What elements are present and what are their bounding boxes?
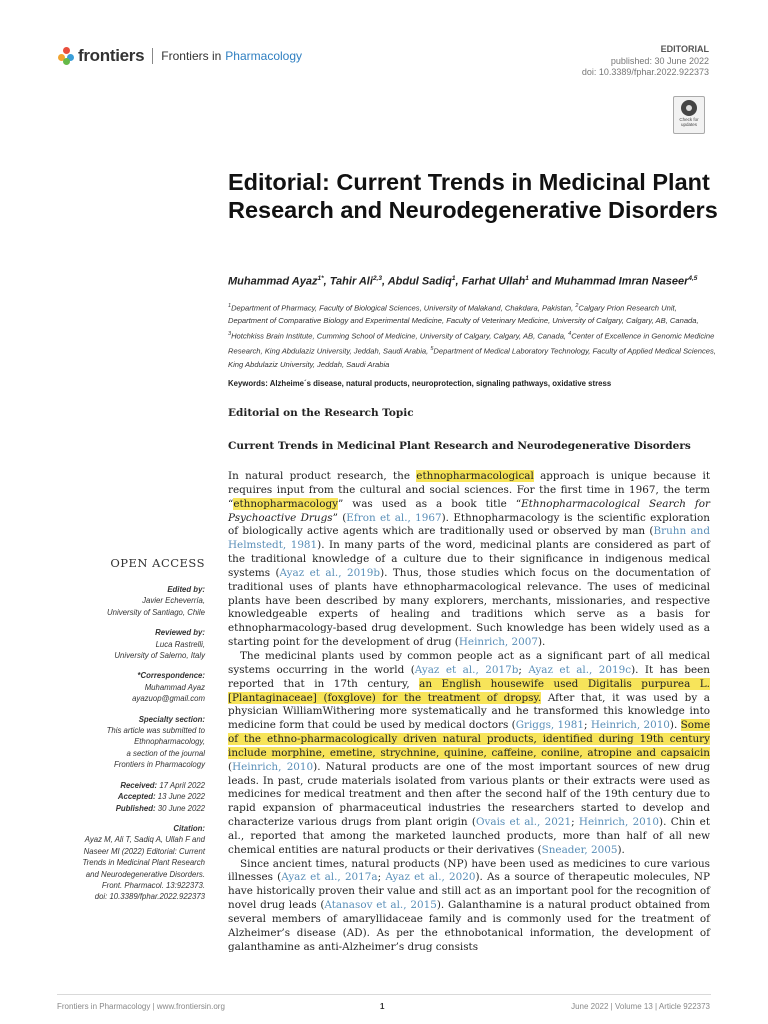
reviewed-by-line: Luca Rastrelli, [155,639,205,649]
published-date: published: 30 June 2022 [610,56,709,66]
citation-link[interactable]: Ovais et al., 2021 [476,816,572,829]
author-name[interactable]: Tahir Ali [329,275,373,288]
body-text: ( [228,760,233,773]
published-label: Published: [115,803,156,813]
specialty-line: Frontiers in Pharmacology [113,760,205,770]
correspondence-label: *Correspondence: [137,671,205,681]
article-type: EDITORIAL [660,44,709,54]
logo-dot [63,47,70,54]
body-paragraph [228,858,710,955]
body-text: The medicinal plants used by common people act as a significant part of all medical systems occurring in the world ( [228,649,710,676]
affiliation-number: 1 [228,303,232,309]
body-text: ). In many parts of the word, medicinal plants are considered as part of the traditional knowledge of a culture due to their significance in indigenous medical systems ( [228,539,711,579]
body-text: ). [669,719,681,732]
correspondence-email[interactable]: ayazuop@gmail.com [132,694,205,704]
received-value: 17 April 2022 [159,780,205,790]
affiliations [228,300,718,372]
affiliation-text: Center of Excellence in Genomic Medicine Research, King Abdulaziz University, Jeddah, Saudi Arabia, [228,331,715,356]
received-label: Received: [120,780,158,790]
body-text: ; [518,663,529,676]
highlighted-text: ethnopharmacology [233,497,339,510]
body-text: ” was used as a book title “ [338,497,522,510]
citation-line: doi: 10.3389/fphar.2022.922373 [94,892,205,902]
affiliation-text: Department of Pharmacy, Faculty of Biological Sciences, University of Malakand, Chakdara, Pakistan, [231,303,576,313]
author-affiliation-mark: 1* [317,275,324,282]
specialty-section [57,714,205,771]
footer-journal[interactable]: Frontiers in Pharmacology | www.frontiersin.org [57,1002,225,1011]
affiliation-text: Hotchkiss Brain Institute, Cumming School of Medicine, University of Calgary, Calgary, AB, Canada, [231,331,569,341]
citation-line: Trends in Medicinal Plant Research [82,858,205,868]
citation-link[interactable]: Heinrich, 2007 [458,636,538,649]
accepted-date [57,791,205,802]
body-text: Since ancient times, natural products (NP) have been used as medicines to cure various illnesses ( [228,857,710,884]
citation-line: Front. Pharmacol. 13:922373. [101,880,205,890]
page-number: 1 [380,1002,385,1011]
author-name[interactable]: Farhat Ullah [461,275,526,288]
affiliation-number: 3 [228,331,232,338]
check-updates-icon [681,100,697,116]
citation-line: and Neurodegenerative Disorders. [85,869,205,879]
affiliation-number: 5 [430,346,434,353]
author-affiliation-mark: 2,3 [372,275,382,282]
brand-name: frontiers [78,46,145,65]
body-text: ). Chin et al., reported that among the marketed launched products, more than half of all new chemical entities are natural products or their derivatives ( [228,816,710,856]
edited-by-line: University of Santiago, Chile [107,607,205,617]
citation-section [57,823,205,903]
body-paragraph [228,650,710,858]
edited-by-label: Edited by: [167,585,205,594]
affiliation-text: Department of Medical Laboratory Technology, Faculty of Applied Medical Sciences, King Abdulaziz University, Jeddah, Saudi Arabia [228,346,716,369]
citation-line: Ayaz M, Ali T, Sadiq A, Ullah F and [84,835,205,845]
author-name[interactable]: Muhammad Ayaz [228,275,318,288]
edited-by-section [57,584,205,618]
author-affiliation-mark: 1 [451,275,456,282]
received-date [57,780,205,791]
accepted-value: 13 June 2022 [157,792,205,802]
body-text: ). Natural products are one of the most important sources of new drug leads. In past, crude materials isolated from various plants or their extracts were used as medicines for medical treatment and then after the second half of the 19th century due to rapid expansion of pharmaceutical industries the researchers started to develop and characterize various drugs from plant origin ( [228,760,711,829]
author-list: Muhammad Ayaz$^{1*}$, Tahir Ali$^{2,3}$, Abdul Sadiq$^1$, Farhat Ullah$^1$ and Muhammad Imran Naseer$^{4,5}$ [228,275,698,288]
journal-header [58,44,302,68]
highlighted-text: ethnopharmacological [416,470,534,482]
body-text: In natural product research, the [228,470,417,482]
specialty-line: a section of the journal [126,748,205,758]
check-badge-label: Check for updates [679,117,699,127]
published-date-sidebar [57,803,205,814]
body-text: ). As a source of therapeutic molecules, NP have historically proven their value and still act as an important pool for the recognition of novel drug leads ( [228,871,710,912]
affiliation-text: Calgary Prion Research Unit, Department of Comparative Biology and Experimental Medicine, Faculty of Veterinary Medicine, University of Calgary, Calgary, AB, Canada, [228,303,699,326]
citation-link[interactable]: Sneader, 2005 [541,843,618,856]
correspondence-name: Muhammad Ayaz [144,682,205,692]
citation-link[interactable]: Efron et al., 1967 [346,511,442,524]
body-text: ). It has been reported that in 17th century, [228,663,710,690]
citation-link[interactable]: Ayaz et al., 2017a [281,871,378,884]
body-text: ). Ethnopharmacology is the scientific exploration of biologically active agents which are traditionally used or observed by man ( [228,511,710,538]
author-name[interactable]: Muhammad Imran Naseer [554,275,689,288]
body-text: approach is unique because it requires input from the cultural and social sciences. For the first time in 1967, the term “ [228,470,710,510]
body-text: ). Galanthamine is a natural product obtained from several members of amaryllidaceae family and is commonly used for the treatment of Alzheimer’s disease (AD). As per the ethnobotanical information, the development of galanthamine as anti-Alzheimer’s drug consists [228,899,710,953]
highlighted-text: an English housewife used Digitalis purpurea L. [Plantaginaceae] (foxglove) for the treatment of dropsy. [228,677,710,704]
check-for-updates-button[interactable] [673,96,705,134]
specialty-line: This article was submitted to [106,726,205,736]
logo-dot [63,58,70,65]
journal-name[interactable]: Pharmacology [225,49,303,63]
specialty-label: Specialty section: [138,714,205,724]
author-affiliation-mark: 4,5 [688,275,698,282]
citation-link[interactable]: Griggs, 1981 [515,719,584,732]
highlighted-text: Some of the ethno-pharmacologically driven natural products, identified during 19th century include morphine, emetine, strychnine, quinine, caffeine, coniine, atropine and capsaicin [228,719,710,759]
journal-prefix: Frontiers in [161,49,222,63]
body-text: ). [617,843,625,856]
article-title: Editorial: Current Trends in Medicinal Plant Research and Neurodegenerative Disorders [228,169,718,223]
author-name[interactable]: Abdul Sadiq [387,275,452,288]
body-text: ” ( [332,511,347,524]
citation-link[interactable]: Ayaz et al., 2020 [385,871,476,884]
affiliation-number: 2 [575,303,579,309]
citation-link[interactable]: Atanasov et al., 2015 [324,899,437,912]
specialty-line: Ethnopharmacology, [134,737,205,747]
published-value: 30 June 2022 [157,803,205,813]
body-text: After that, it was used by a physician WilliamWithering more systematically and he transformed this knowledge into medicine form that could be used by medical doctors ( [228,691,710,732]
body-paragraph [228,470,710,650]
citation-label: Citation: [173,823,205,833]
reviewed-by-line: University of Salerno, Italy [114,651,205,661]
footer-divider [57,994,711,995]
footer-volume: June 2022 | Volume 13 | Article 922373 [571,1002,710,1011]
dates-section [57,780,205,814]
correspondence-section [57,670,205,704]
research-topic-label: Editorial on the Research Topic [228,407,414,419]
author-affiliation-mark: 1 [525,275,529,282]
edited-by-line: Javier Echeverría, [142,596,205,606]
brand-divider [152,48,153,64]
body-text: ; [584,719,591,732]
citation-link[interactable]: Bruhn and Helmstedt, 1981 [228,525,710,552]
citation-line: Naseer MI (2022) Editorial: Current [83,846,205,856]
body-text: ; [571,816,579,829]
body-text: ). Thus, those studies which focus on the documentation of traditional uses of plants have ethnopharmacological relevance. The uses of medicinal plants have been described by many explorers, merchants, missionaries, and respective knowledgeable experts of healing and traditions which serve as a basis for ethnopharmacology-based drug development. Such knowledge has been widely used as a starting point for the development of drug ( [228,566,711,649]
keywords: Keywords: Alzheime´s disease, natural products, neuroprotection, signaling pathways, oxidative stress [228,379,612,388]
reviewed-by-section [57,627,205,661]
citation-link[interactable]: Ayaz et al., 2019c [528,663,632,676]
doi[interactable]: doi: 10.3389/fphar.2022.922373 [581,67,709,77]
accepted-label: Accepted: [117,792,156,802]
open-access-label: OPEN ACCESS [110,556,205,570]
body-text: ). [537,636,546,649]
body-text: ; [377,871,386,884]
article-body [228,470,710,955]
reviewed-by-label: Reviewed by: [155,628,205,638]
affiliation-number: 4 [568,331,572,338]
article-info-sidebar [57,584,205,912]
citation-link[interactable]: Ayaz et al., 2019b [279,566,381,579]
citation-link[interactable]: Ayaz et al., 2017b [414,663,519,676]
citation-link[interactable]: Heinrich, 2010 [590,719,670,732]
book-title: Ethnopharmacological Search for Psychoactive Drugs [228,497,710,524]
citation-link[interactable]: Heinrich, 2010 [578,816,660,829]
citation-link[interactable]: Heinrich, 2010 [232,760,314,773]
frontiers-logo-icon [58,47,74,65]
research-topic-title[interactable]: Current Trends in Medicinal Plant Research and Neurodegenerative Disorders [228,440,691,452]
